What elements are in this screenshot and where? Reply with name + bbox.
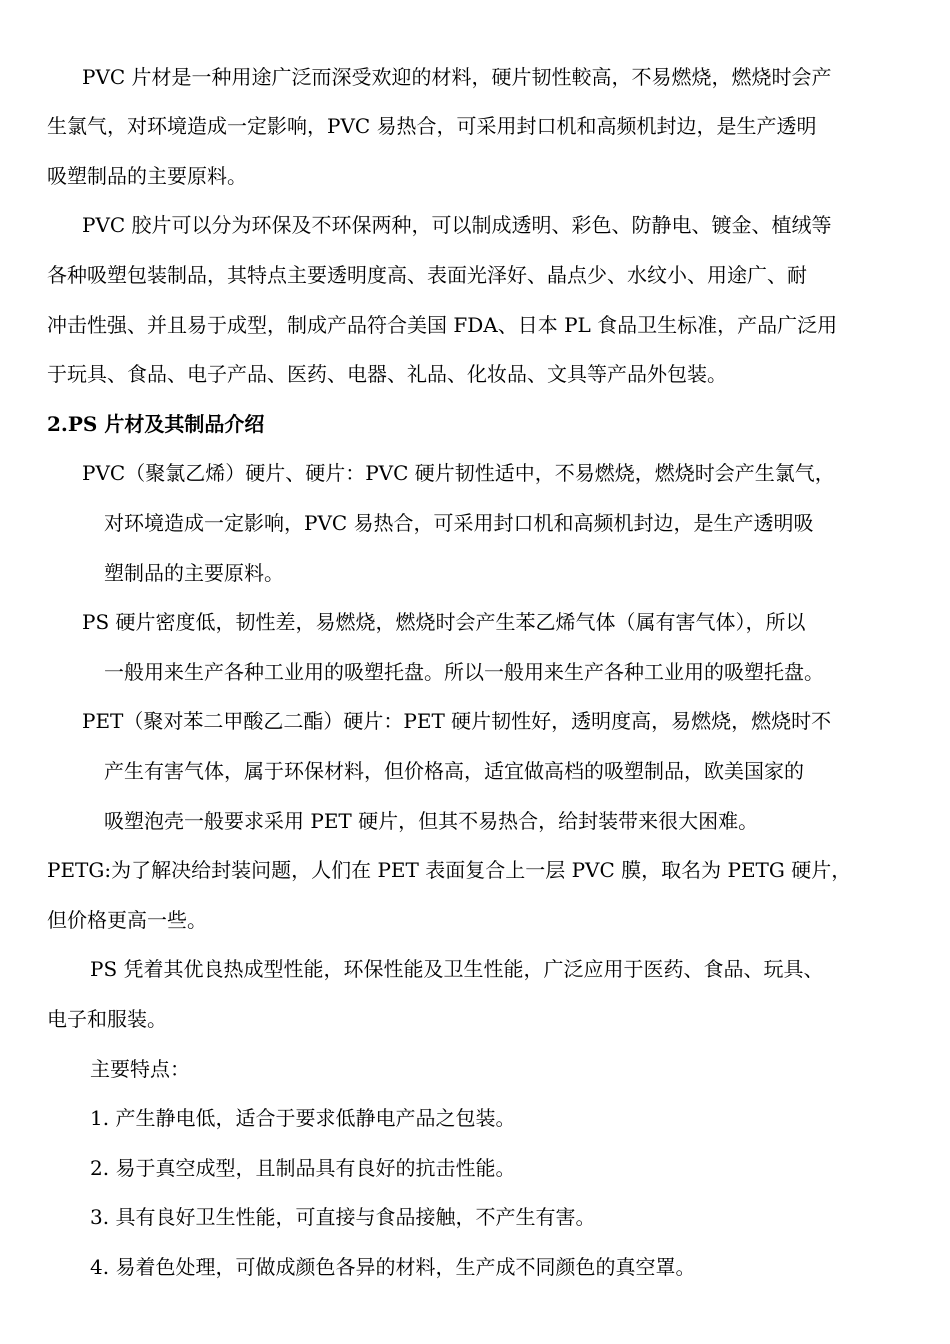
paragraph-line: 吸塑制品的主要原料。 [47,164,247,188]
list-item: 4. 易着色处理，可做成颜色各异的材料，生产成不同颜色的真空罩。 [90,1255,696,1279]
paragraph-line: 对环境造成一定影响，PVC 易热合，可采用封口机和高频机封边，是生产透明吸 [104,511,814,535]
paragraph-line: 塑制品的主要原料。 [104,561,284,585]
paragraph-line: 冲击性强、并且易于成型，制成产品符合美国 FDA、日本 PL 食品卫生标准，产品广泛用 [47,313,838,337]
paragraph-line: PS 凭着其优良热成型性能，环保性能及卫生性能，广泛应用于医药、食品、玩具、 [90,957,824,981]
paragraph-line: 各种吸塑包装制品，其特点主要透明度高、表面光泽好、晶点少、水纹小、用途广、耐 [47,263,807,287]
paragraph-line: PS 硬片密度低，韧性差，易燃烧，燃烧时会产生苯乙烯气体（属有害气体），所以 [82,610,806,634]
list-item: 2. 易于真空成型，且制品具有良好的抗击性能。 [90,1156,516,1180]
list-item: 1. 产生静电低，适合于要求低静电产品之包装。 [90,1106,516,1130]
paragraph-line: 生氯气，对环境造成一定影响，PVC 易热合，可采用封口机和高频机封边，是生产透明 [47,114,817,138]
section-heading: 2.PS 片材及其制品介绍 [47,412,265,436]
paragraph-line: PVC 片材是一种用途广泛而深受欢迎的材料，硬片韧性較高，不易燃烧，燃烧时会产 [82,65,832,89]
paragraph-line: PVC（聚氯乙烯）硬片、硬片：PVC 硬片韧性适中，不易燃烧，燃烧时会产生氯气， [82,461,835,485]
paragraph-line: 于玩具、食品、电子产品、医药、电器、礼品、化妆品、文具等产品外包装。 [47,362,727,386]
paragraph-line: 吸塑泡壳一般要求采用 PET 硬片，但其不易热合，给封装带来很大困难。 [104,809,759,833]
features-title: 主要特点： [90,1057,190,1081]
list-item: 3. 具有良好卫生性能，可直接与食品接触，不产生有害。 [90,1205,596,1229]
paragraph-line: PETG:为了解决给封装问题，人们在 PET 表面复合上一层 PVC 膜，取名为 PETG 硬片， [47,858,852,882]
paragraph-line: PVC 胶片可以分为环保及不环保两种，可以制成透明、彩色、防静电、镀金、植绒等 [82,213,832,237]
paragraph-line: 但价格更高一些。 [47,908,207,932]
paragraph-line: PET（聚对苯二甲酸乙二酯）硬片：PET 硬片韧性好，透明度高，易燃烧，燃烧时不 [82,709,832,733]
paragraph-line: 产生有害气体，属于环保材料，但价格高，适宜做高档的吸塑制品，欧美国家的 [104,759,804,783]
paragraph-line: 电子和服装。 [47,1007,167,1031]
paragraph-line: 一般用来生产各种工业用的吸塑托盘。所以一般用来生产各种工业用的吸塑托盘。 [104,660,824,684]
